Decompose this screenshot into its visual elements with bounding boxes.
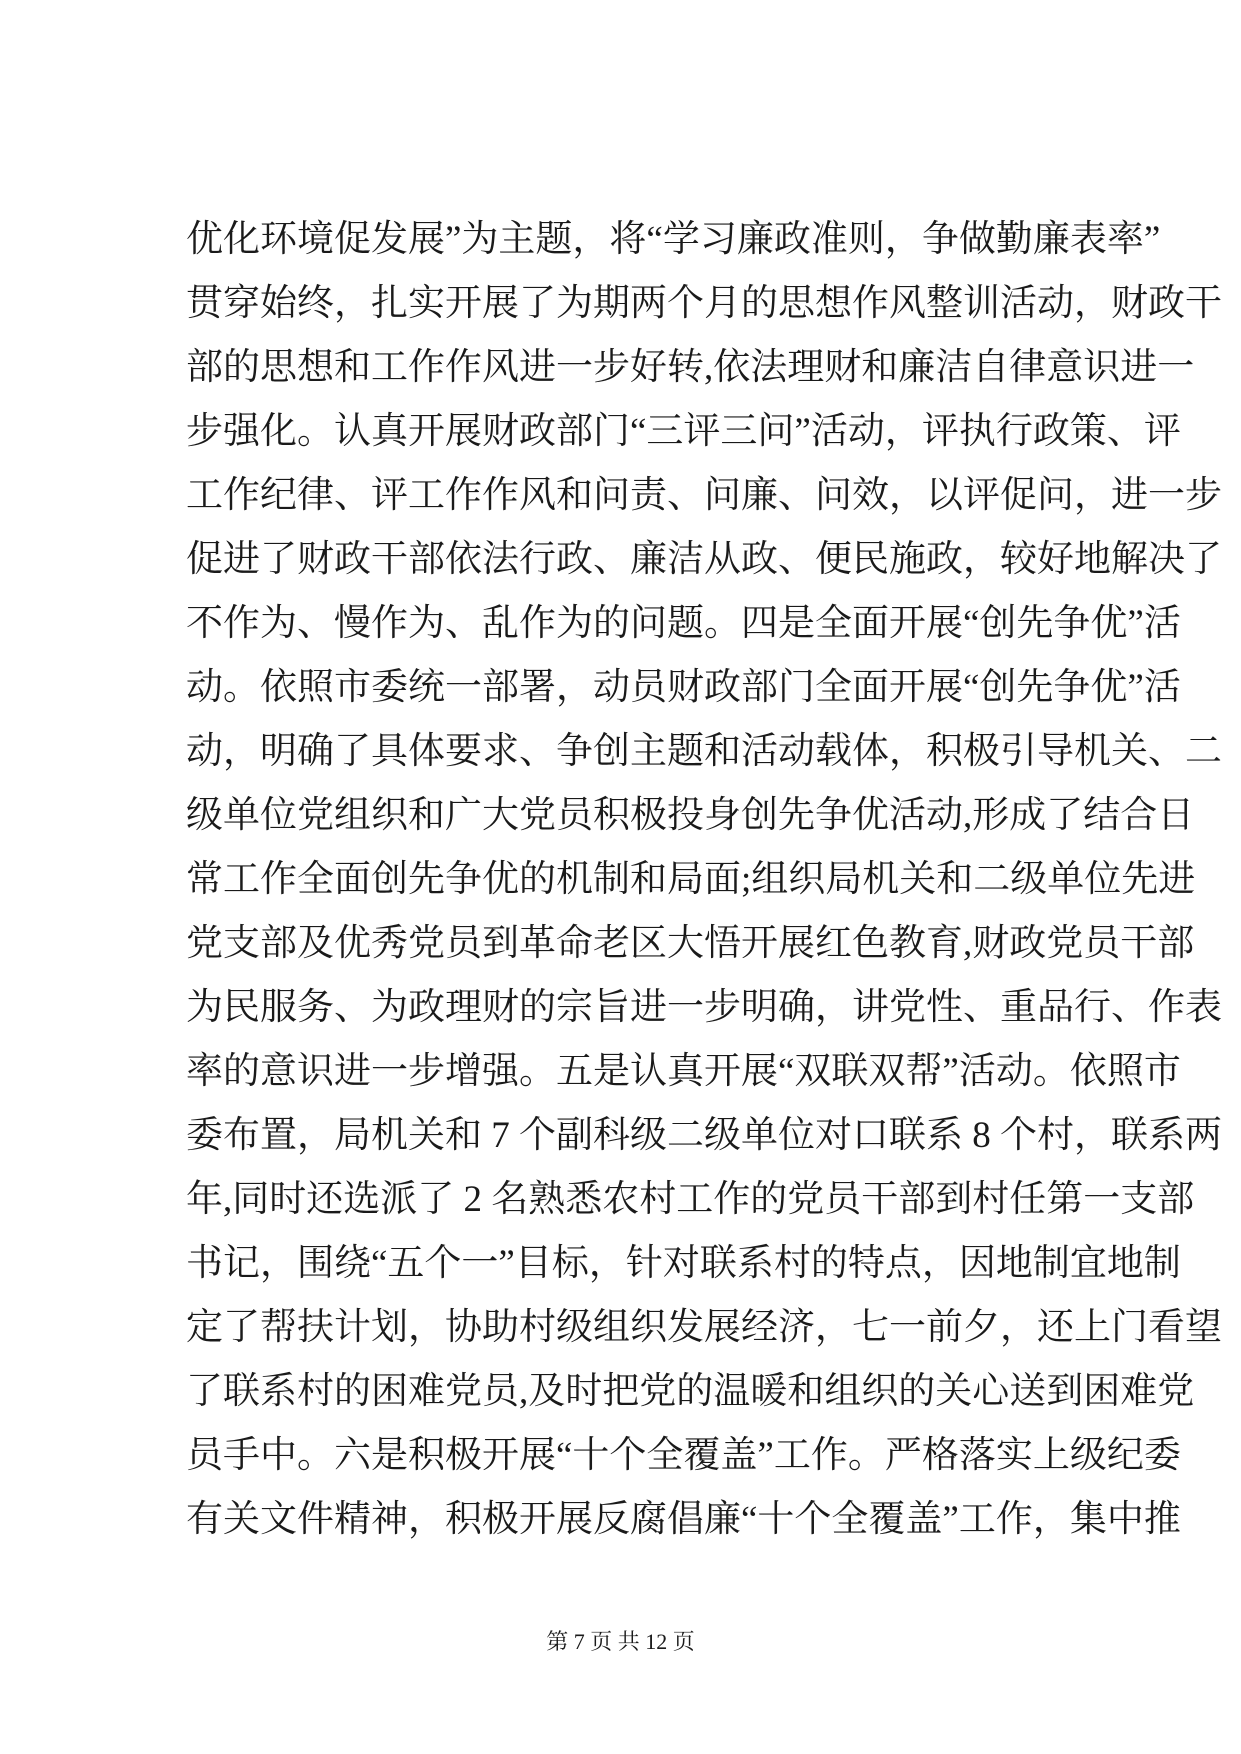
text-line: 员手中。六是积极开展“十个全覆盖”工作。严格落实上级纪委 <box>186 1435 1181 1476</box>
text-line: 步强化。认真开展财政部门“三评三问”活动，评执行政策、评 <box>186 411 1181 452</box>
text-line: 党支部及优秀党员到革命老区大悟开展红色教育,财政党员干部 <box>186 923 1195 964</box>
text-line: 委布置，局机关和 7 个副科级二级单位对口联系 8 个村，联系两 <box>186 1115 1222 1156</box>
text-line: 常工作全面创先争优的机制和局面;组织局机关和二级单位先进 <box>186 859 1196 900</box>
text-line: 优化环境促发展”为主题，将“学习廉政准则，争做勤廉表率” <box>186 219 1161 260</box>
text-line: 工作纪律、评工作作风和问责、问廉、问效，以评促问，进一步 <box>186 475 1222 516</box>
body-text <box>186 208 1222 1552</box>
text-line: 了联系村的困难党员,及时把党的温暖和组织的关心送到困难党 <box>186 1371 1195 1412</box>
text-line: 不作为、慢作为、乱作为的问题。四是全面开展“创先争优”活 <box>186 603 1181 644</box>
text-line: 级单位党组织和广大党员积极投身创先争优活动,形成了结合日 <box>186 795 1195 836</box>
text-line: 为民服务、为政理财的宗旨进一步明确，讲党性、重品行、作表 <box>186 987 1222 1028</box>
text-line: 定了帮扶计划，协助村级组织发展经济，七一前夕，还上门看望 <box>186 1307 1222 1348</box>
text-line: 率的意识进一步增强。五是认真开展“双联双帮”活动。依照市 <box>186 1051 1181 1092</box>
text-line: 书记，围绕“五个一”目标，针对联系村的特点，因地制宜地制 <box>186 1243 1181 1284</box>
text-line: 贯穿始终，扎实开展了为期两个月的思想作风整训活动，财政干 <box>186 283 1222 324</box>
text-line: 动。依照市委统一部署，动员财政部门全面开展“创先争优”活 <box>186 667 1181 708</box>
text-line: 动，明确了具体要求、争创主题和活动载体，积极引导机关、二 <box>186 731 1222 772</box>
text-line: 部的思想和工作作风进一步好转,依法理财和廉洁自律意识进一 <box>186 347 1195 388</box>
text-line: 促进了财政干部依法行政、廉洁从政、便民施政，较好地解决了 <box>186 539 1222 580</box>
text-line: 有关文件精神，积极开展反腐倡廉“十个全覆盖”工作，集中推 <box>186 1499 1181 1540</box>
text-line: 年,同时还选派了 2 名熟悉农村工作的党员干部到村任第一支部 <box>186 1179 1195 1220</box>
page-number-footer: 第 7 页 共 12 页 <box>546 1629 695 1654</box>
